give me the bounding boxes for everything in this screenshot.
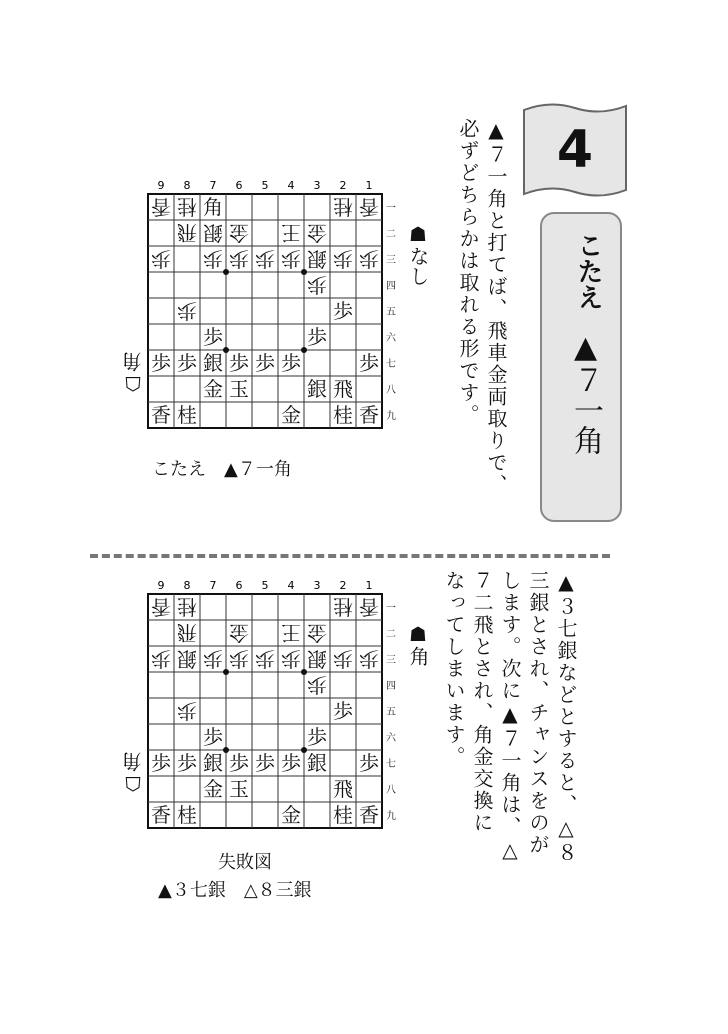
black-piece: 歩 <box>359 351 379 375</box>
file-label: 4 <box>287 579 295 592</box>
white-piece: 飛 <box>177 621 197 645</box>
rank-label: 二 <box>386 229 396 240</box>
black-piece: 歩 <box>177 351 197 375</box>
file-label: 7 <box>209 579 217 592</box>
black-piece: 金 <box>281 803 301 827</box>
black-piece: 香 <box>359 403 379 427</box>
black-piece: 歩 <box>177 751 197 775</box>
white-piece: 飛 <box>177 221 197 245</box>
white-piece: 王 <box>281 221 301 245</box>
rank-label: 二 <box>386 629 396 640</box>
white-piece: 香 <box>151 195 171 219</box>
rank-label: 三 <box>386 655 396 666</box>
black-piece: 金 <box>203 377 223 401</box>
white-piece: 金 <box>229 621 249 645</box>
white-piece: 香 <box>359 195 379 219</box>
black-piece: 歩 <box>151 351 171 375</box>
black-piece: 玉 <box>229 777 249 801</box>
white-piece: 歩 <box>255 647 275 671</box>
file-label: 7 <box>209 179 217 192</box>
rank-label: 六 <box>386 733 396 744</box>
black-piece: 桂 <box>333 803 353 827</box>
file-label: 2 <box>339 579 347 592</box>
explanation-top-line: ▲７一角と打てば、飛車金両取りで、 <box>484 118 508 496</box>
rank-label: 七 <box>386 359 396 370</box>
black-piece: 歩 <box>333 299 353 323</box>
black-piece: 歩 <box>359 751 379 775</box>
black-hand: ☗角 <box>406 622 430 666</box>
white-piece: 桂 <box>333 595 353 619</box>
black-piece: 金 <box>203 777 223 801</box>
white-piece: 歩 <box>281 247 301 271</box>
board-caption-moves: ▲３七銀 △８三銀 <box>158 880 312 901</box>
explanation-bottom-line: します。次に▲７一角は、△ <box>498 570 522 864</box>
black-piece: 歩 <box>255 351 275 375</box>
white-piece: 桂 <box>177 195 197 219</box>
black-piece: 歩 <box>281 351 301 375</box>
white-piece: 銀 <box>203 221 223 245</box>
black-piece: 香 <box>359 803 379 827</box>
white-piece: 歩 <box>359 647 379 671</box>
file-label: 5 <box>261 579 269 592</box>
file-label: 4 <box>287 179 295 192</box>
rank-label: 五 <box>386 707 396 718</box>
white-piece: 王 <box>281 621 301 645</box>
black-piece: 桂 <box>177 803 197 827</box>
file-label: 3 <box>313 579 321 592</box>
file-label: 9 <box>157 179 165 192</box>
file-label: 1 <box>365 579 373 592</box>
black-piece: 歩 <box>151 751 171 775</box>
black-piece: 歩 <box>203 325 223 349</box>
black-piece: 歩 <box>307 725 327 749</box>
white-piece: 香 <box>359 595 379 619</box>
black-piece: 歩 <box>229 351 249 375</box>
white-piece: 歩 <box>151 247 171 271</box>
white-piece: 香 <box>151 595 171 619</box>
black-hand: ☗なし <box>406 222 430 286</box>
black-piece: 歩 <box>255 751 275 775</box>
white-piece: 歩 <box>255 247 275 271</box>
white-piece: 歩 <box>177 299 197 323</box>
white-piece: 金 <box>307 221 327 245</box>
explanation-top-line: 必ずどちらかは取れる形です。 <box>456 118 480 426</box>
file-label: 1 <box>365 179 373 192</box>
white-piece: 金 <box>229 221 249 245</box>
black-piece: 玉 <box>229 377 249 401</box>
black-piece: 角 <box>203 195 223 219</box>
white-piece: 歩 <box>307 673 327 697</box>
file-label: 8 <box>183 179 191 192</box>
black-piece: 歩 <box>307 325 327 349</box>
rank-label: 五 <box>386 307 396 318</box>
rank-label: 八 <box>386 385 396 396</box>
explanation-bottom <box>440 570 580 900</box>
white-hand <box>118 752 147 796</box>
rank-label: 九 <box>386 411 396 422</box>
explanation-bottom-line: ７二飛とされ、角金交換に <box>470 570 494 834</box>
black-piece: 桂 <box>333 403 353 427</box>
black-piece: 香 <box>151 803 171 827</box>
white-hand-icon: ☖ <box>121 372 145 396</box>
section-divider <box>90 554 610 558</box>
rank-label: 八 <box>386 785 396 796</box>
black-piece: 金 <box>281 403 301 427</box>
white-piece: 歩 <box>281 647 301 671</box>
file-label: 8 <box>183 579 191 592</box>
black-piece: 銀 <box>307 751 327 775</box>
explanation-top <box>454 118 510 538</box>
white-hand-icon: ☖ <box>121 772 145 796</box>
white-hand-piece: 角 <box>121 752 145 772</box>
black-piece: 香 <box>151 403 171 427</box>
rank-label: 三 <box>386 255 396 266</box>
file-label: 9 <box>157 579 165 592</box>
answer-move: ▲７一角 <box>568 330 603 455</box>
file-label: 5 <box>261 179 269 192</box>
white-hand <box>118 352 147 396</box>
explanation-bottom-line: ▲３七銀などとすると、△８ <box>554 570 578 864</box>
white-piece: 歩 <box>203 647 223 671</box>
black-piece: 歩 <box>281 751 301 775</box>
file-label: 3 <box>313 179 321 192</box>
black-piece: 飛 <box>333 377 353 401</box>
black-piece: 歩 <box>203 725 223 749</box>
problem-number: 4 <box>556 120 594 180</box>
rank-label: 七 <box>386 759 396 770</box>
file-label: 6 <box>235 179 243 192</box>
answer-heading: こたえ <box>573 232 603 310</box>
black-piece: 歩 <box>333 699 353 723</box>
board-grid <box>148 179 406 432</box>
white-piece: 歩 <box>151 647 171 671</box>
explanation-bottom-line: 三銀とされ、チャンスをのが <box>526 570 550 856</box>
board-grid <box>148 579 406 832</box>
rank-label: 一 <box>386 203 396 214</box>
file-label: 6 <box>235 579 243 592</box>
white-piece: 歩 <box>307 273 327 297</box>
file-label: 2 <box>339 179 347 192</box>
white-piece: 歩 <box>229 247 249 271</box>
white-piece: 桂 <box>177 595 197 619</box>
rank-label: 一 <box>386 603 396 614</box>
black-piece: 桂 <box>177 403 197 427</box>
board-caption-answer: こたえ ▲７一角 <box>152 459 292 480</box>
white-piece: 銀 <box>307 247 327 271</box>
white-piece: 歩 <box>177 699 197 723</box>
board-caption-title: 失敗図 <box>218 852 272 873</box>
explanation-bottom-line: なってしまいます。 <box>442 570 466 768</box>
black-piece: 銀 <box>307 377 327 401</box>
white-piece: 銀 <box>307 647 327 671</box>
black-piece: 歩 <box>229 751 249 775</box>
white-piece: 歩 <box>359 247 379 271</box>
white-piece: 歩 <box>333 247 353 271</box>
black-piece: 銀 <box>203 751 223 775</box>
white-piece: 桂 <box>333 195 353 219</box>
rank-label: 四 <box>386 681 396 692</box>
white-piece: 歩 <box>229 647 249 671</box>
white-hand-piece: 角 <box>121 352 145 372</box>
white-piece: 歩 <box>203 247 223 271</box>
white-piece: 金 <box>307 621 327 645</box>
white-piece: 銀 <box>177 647 197 671</box>
rank-label: 九 <box>386 811 396 822</box>
rank-label: 六 <box>386 333 396 344</box>
black-piece: 銀 <box>203 351 223 375</box>
white-piece: 歩 <box>333 647 353 671</box>
rank-label: 四 <box>386 281 396 292</box>
black-piece: 飛 <box>333 777 353 801</box>
